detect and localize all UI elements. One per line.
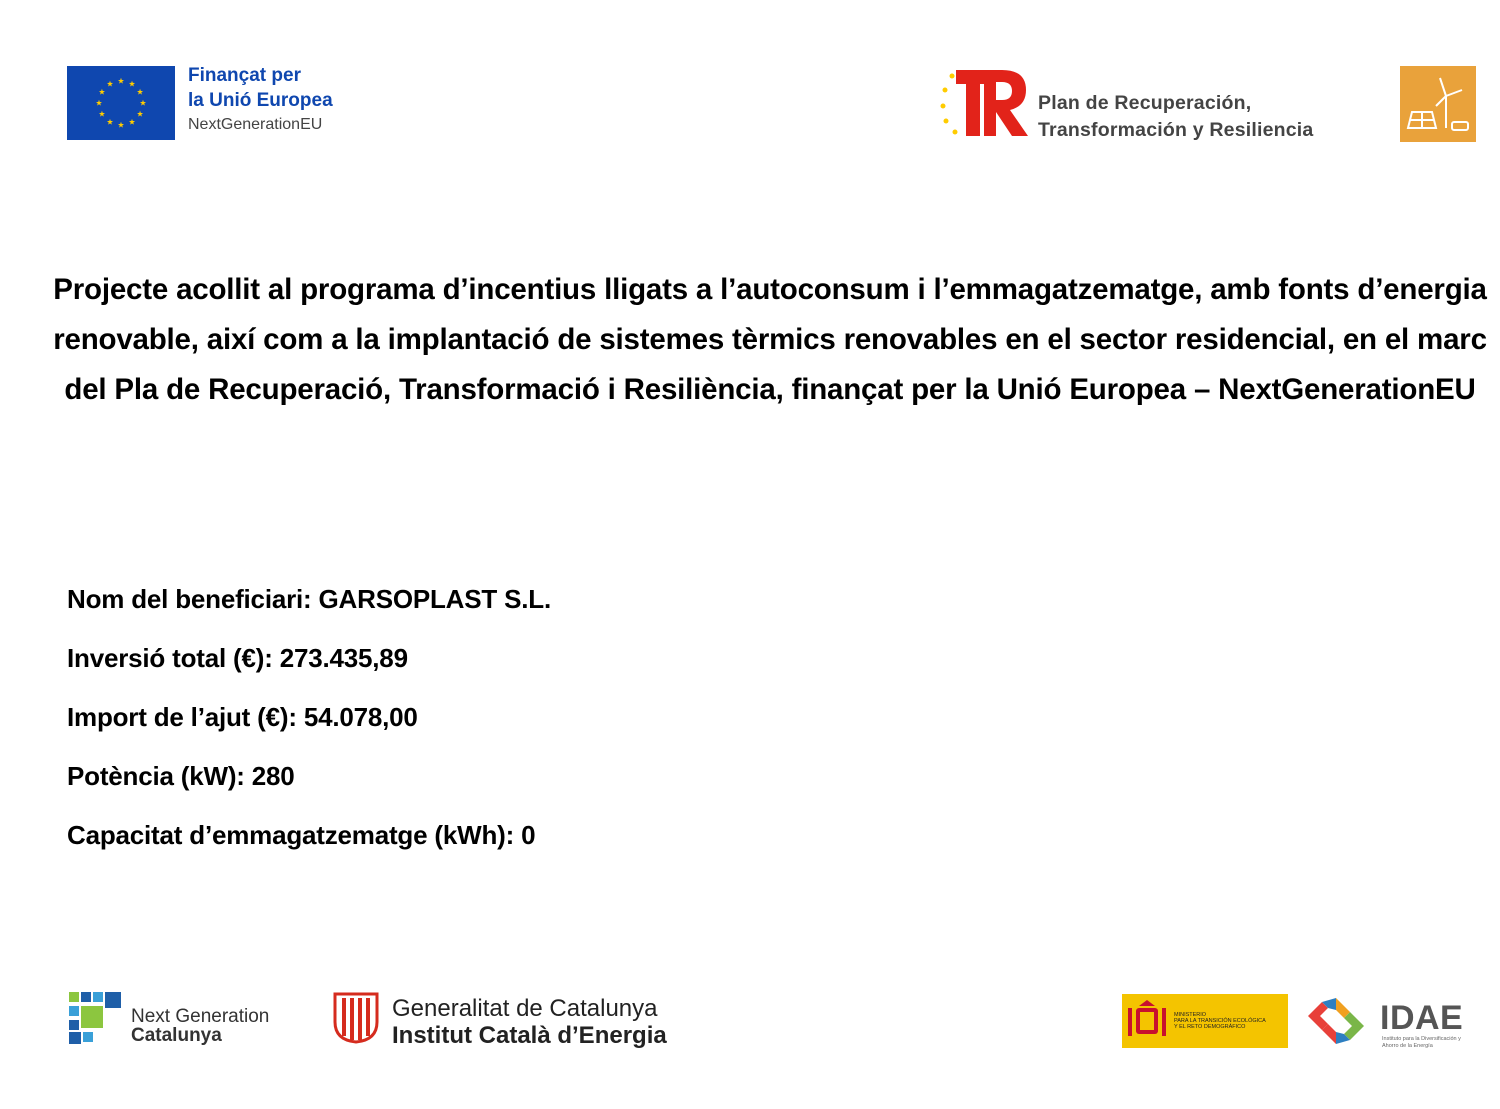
- beneficiary-name: Nom del beneficiari: GARSOPLAST S.L.: [67, 584, 551, 614]
- eu-star: [107, 81, 113, 87]
- prtr-line-1: Plan de Recuperación,: [1038, 92, 1252, 114]
- min-line-1: MINISTERIO: [1174, 1012, 1207, 1018]
- eu-star: [107, 119, 113, 125]
- eu-star: [118, 78, 124, 84]
- ngc-line-1: Next Generation: [131, 1006, 270, 1027]
- generalitat-shield-icon: [333, 992, 379, 1044]
- aid-amount: Import de l’ajut (€): 54.078,00: [67, 702, 418, 732]
- renewable-energy-logo: [1400, 66, 1476, 142]
- prtr-tr-icon: [940, 66, 1030, 140]
- idae-subtitle: Instituto para la Diversificación y Ahorro de la Energía: [1382, 1036, 1461, 1049]
- min-line-3: Y EL RETO DEMOGRÁFICO: [1174, 1024, 1246, 1031]
- eu-line-2: la Unió Europea: [188, 90, 333, 111]
- prtr-line-2: Transformación y Resiliencia: [1038, 119, 1314, 141]
- prtr-label: [1038, 90, 1398, 144]
- eu-line-3: NextGenerationEU: [188, 116, 323, 133]
- eu-star: [118, 122, 124, 128]
- eu-star: [140, 100, 146, 106]
- ngc-squares-icon: [69, 992, 123, 1044]
- ngc-logo-mark: [69, 992, 123, 1044]
- eu-star: [129, 81, 135, 87]
- eu-star: [99, 111, 105, 117]
- min-line-2: PARA LA TRANSICIÓN ECOLÓGICA: [1174, 1018, 1266, 1025]
- eu-flag-logo: [67, 66, 175, 140]
- eu-star: [129, 119, 135, 125]
- gen-line-2: Institut Català d’Energia: [392, 1022, 667, 1049]
- eu-stars-icon: [67, 66, 175, 140]
- eu-funding-label: [188, 63, 408, 137]
- power-kw: Potència (kW): 280: [67, 761, 295, 791]
- idae-name: IDAE: [1380, 999, 1464, 1037]
- wind-solar-icon: [1400, 66, 1476, 142]
- prtr-logo-mark: [940, 66, 1030, 140]
- generalitat-label: [392, 995, 667, 1049]
- ministerio-label: [1174, 1012, 1284, 1031]
- project-title: Projecte acollit al programa d’incentius lligats a l’autoconsum i l’emmagatzematge, amb fonts d’energia renovable, així com a la implantació de sistemes tèrmics renovables en el sector residencial, en el marc del Pla de Recuperació, Transformació i Resiliència, finançat per la Unió Europea – NextGenerationEU: [53, 273, 1487, 406]
- generalitat-logo-mark: [333, 992, 379, 1044]
- ngc-line-2: Catalunya: [131, 1025, 222, 1046]
- eu-star: [99, 89, 105, 95]
- idae-logo-mark: [1298, 994, 1376, 1048]
- spain-coat-of-arms-icon: [1122, 994, 1172, 1048]
- gen-line-1: Generalitat de Catalunya: [392, 995, 658, 1022]
- eu-star: [137, 111, 143, 117]
- eu-star: [137, 89, 143, 95]
- eu-star: [96, 100, 102, 106]
- eu-line-1: Finançat per: [188, 65, 301, 86]
- total-investment: Inversió total (€): 273.435,89: [67, 643, 408, 673]
- ngc-label: [131, 1007, 269, 1045]
- idae-diamond-icon: [1298, 994, 1376, 1048]
- storage-capacity: Capacitat d’emmagatzematge (kWh): 0: [67, 820, 536, 850]
